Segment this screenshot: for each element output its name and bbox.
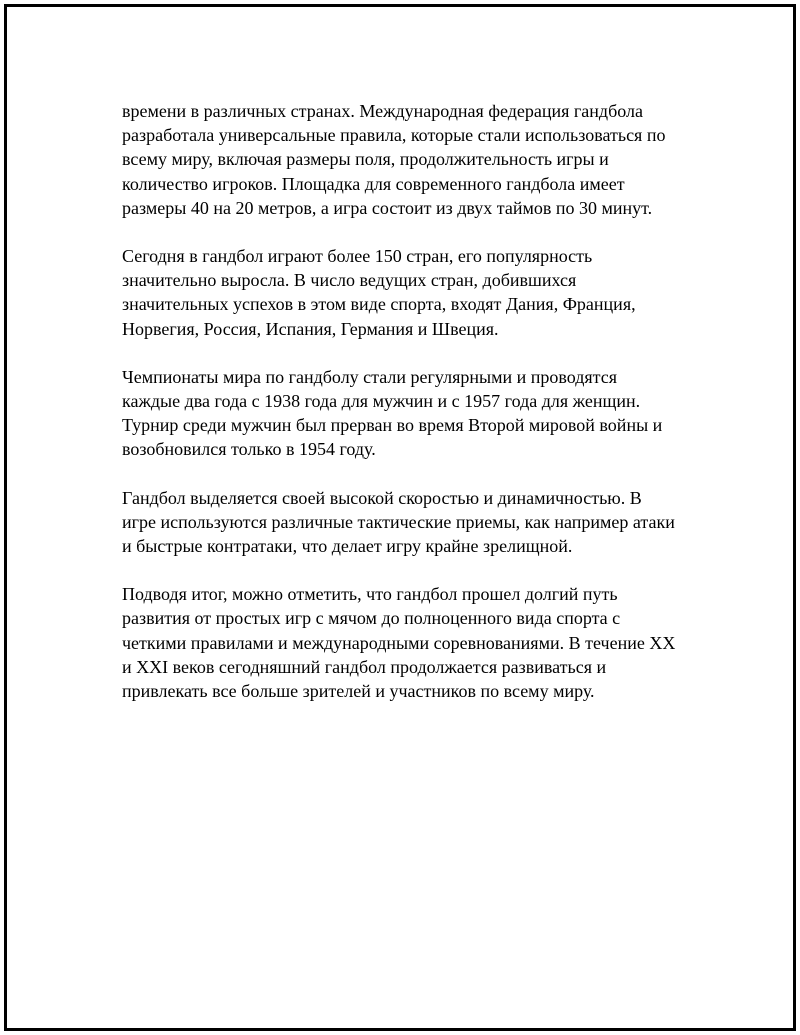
paragraph-1 (122, 99, 712, 220)
paragraph-4 (122, 486, 712, 559)
text-line: игре используются различные тактические приемы, как например атаки (122, 511, 675, 532)
text-line: Подводя итог, можно отметить, что гандбол прошел долгий путь (122, 584, 618, 605)
text-line: четкими правилами и международными соревнованиями. В течение XX (122, 632, 676, 653)
text-line: количество игроков. Площадка для современного гандбола имеет (122, 173, 625, 194)
text-line: развития от простых игр с мячом до полноценного вида спорта с (122, 608, 621, 629)
paragraph-2 (122, 244, 712, 341)
text-line: разработала универсальные правила, которые стали использоваться по (122, 125, 666, 146)
text-line: и XXI веков сегодняшний гандбол продолжается развиваться и (122, 656, 607, 677)
text-line: Турнир среди мужчин был прерван во время Второй мировой войны и (122, 415, 663, 436)
text-line: размеры 40 на 20 метров, а игра состоит из двух таймов по 30 минут. (122, 197, 653, 218)
text-line: каждые два года с 1938 года для мужчин и с 1957 года для женщин. (122, 391, 641, 412)
text-line: и быстрые контратаки, что делает игру крайне зрелищной. (122, 536, 573, 557)
paragraph-3 (122, 365, 712, 462)
text-line: времени в различных странах. Международная федерация гандбола (122, 101, 643, 121)
text-line: значительно выросла. В число ведущих стран, добившихся (122, 270, 577, 291)
text-line: всему миру, включая размеры поля, продолжительность игры и (122, 149, 609, 170)
text-line: привлекать все больше зрителей и участников по всему миру. (122, 681, 595, 702)
paragraph-5 (122, 582, 712, 703)
text-line: Сегодня в гандбол играют более 150 стран, его популярность (122, 246, 593, 267)
text-line: возобновился только в 1954 году. (122, 439, 376, 460)
text-line: значительных успехов в этом виде спорта, входят Дания, Франция, (122, 294, 636, 315)
page-border (4, 4, 796, 1031)
text-line: Норвегия, Россия, Испания, Германия и Швеция. (122, 318, 499, 339)
document-body (122, 99, 712, 727)
text-line: Чемпионаты мира по гандболу стали регулярными и проводятся (122, 366, 618, 387)
text-line: Гандбол выделяется своей высокой скоростью и динамичностью. В (122, 487, 642, 508)
